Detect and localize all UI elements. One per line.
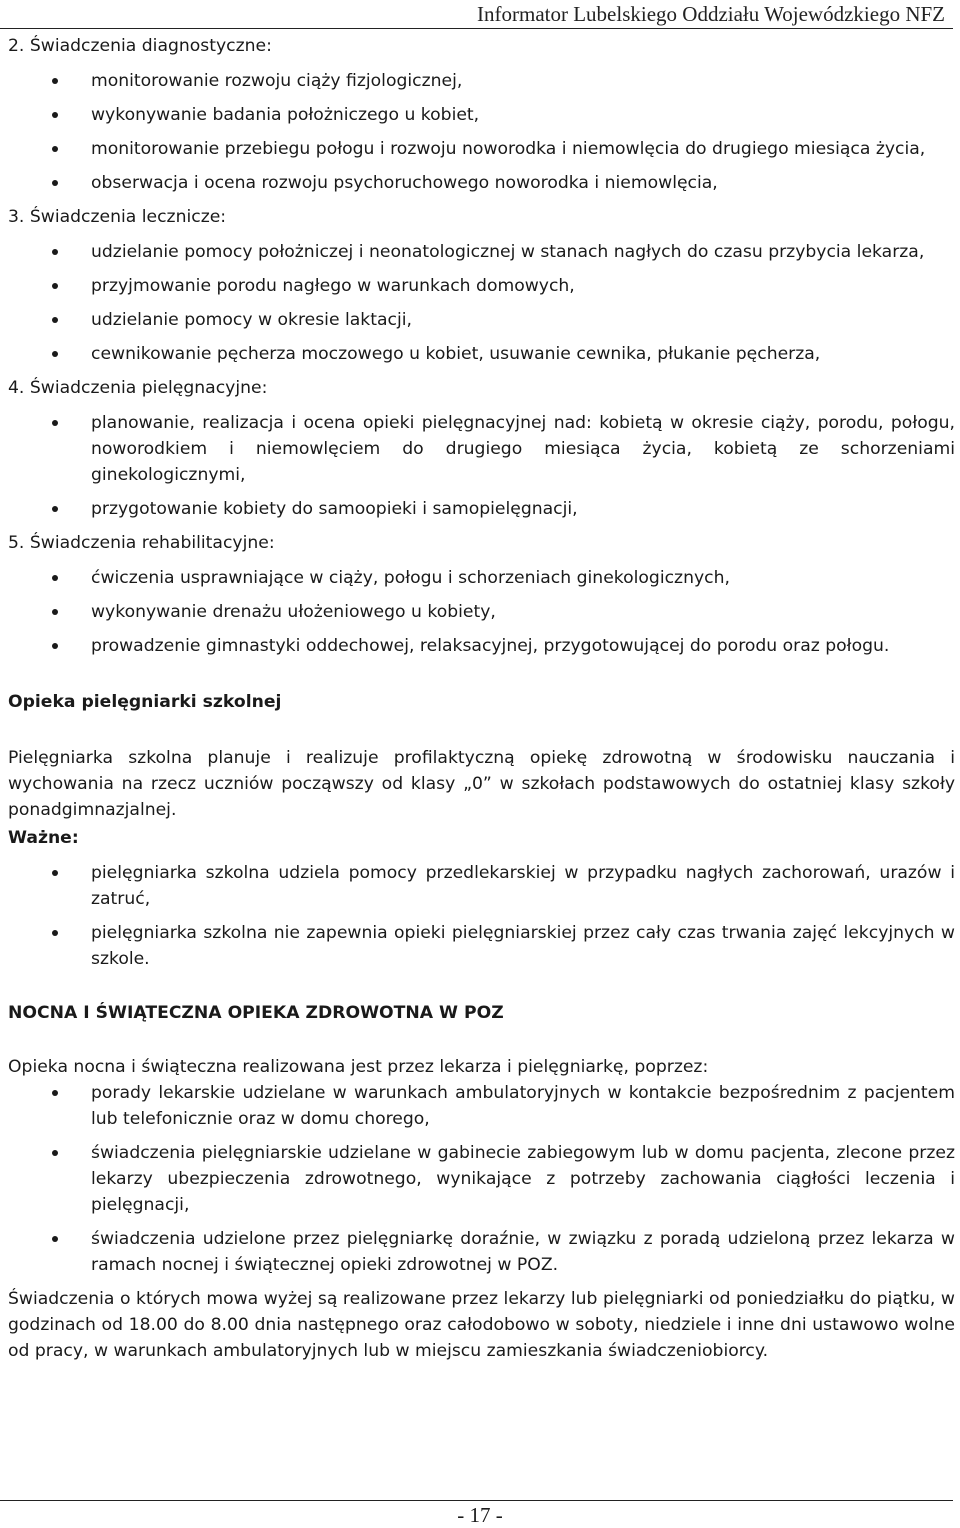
night-care-closing: Świadczenia o których mowa wyżej są realizowane przez lekarzy lub pielęgniarki od poniedziałku do piątku, w godzinach od 18.00 do 8.00 dnia następnego oraz całodobowo w soboty, niedziele i inne dni ustawowo wolne od pracy, w warunkach ambulatoryjnych lub w miejscu zamieszkania świadczeniobiorcy. <box>8 1289 955 1361</box>
list-item: ćwiczenia usprawniające w ciąży, połogu i schorzeniach ginekologicznych, <box>8 565 955 591</box>
section-diagnostic <box>8 33 955 196</box>
header-title: Informator Lubelskiego Oddziału Wojewódzkiego NFZ <box>477 2 945 26</box>
page-content <box>8 33 955 1364</box>
list-item: udzielanie pomocy położniczej i neonatologicznej w stanach nagłych do czasu przybycia lekarza, <box>8 239 955 265</box>
list-item: pielęgniarka szkolna nie zapewnia opieki pielęgniarskiej przez cały czas trwania zajęć lekcyjnych w szkole. <box>8 920 955 972</box>
list-item: świadczenia udzielone przez pielęgniarkę doraźnie, w związku z poradą udzieloną przez lekarza w ramach nocnej i świątecznej opieki zdrowotnej w POZ. <box>8 1226 955 1278</box>
page-header <box>0 0 953 29</box>
list-item: prowadzenie gimnastyki oddechowej, relaksacyjnej, przygotowującej do porodu oraz połogu. <box>8 633 955 659</box>
list-item: monitorowanie przebiegu połogu i rozwoju noworodka i niemowlęcia do drugiego miesiąca życia, <box>8 136 955 162</box>
page-number: - 17 - <box>457 1503 503 1527</box>
section-nursing <box>8 375 955 522</box>
list-item: przygotowanie kobiety do samoopieki i samopielęgnacji, <box>8 496 955 522</box>
section-title: 4. Świadczenia pielęgnacyjne: <box>8 378 268 398</box>
list-item: pielęgniarka szkolna udziela pomocy przedlekarskiej w przypadku nagłych zachorowań, urazów i zatruć, <box>8 860 955 912</box>
list-item: monitorowanie rozwoju ciąży fizjologicznej, <box>8 68 955 94</box>
school-nurse-paragraph: Pielęgniarka szkolna planuje i realizuje profilaktyczną opiekę zdrowotną w środowisku nauczania i wychowania na rzecz uczniów począwszy od klasy „0” w szkołach podstawowych do ostatniej klasy szkoły ponadgimnazjalnej. <box>8 748 955 820</box>
list-item: udzielanie pomocy w okresie laktacji, <box>8 307 955 333</box>
important-label: Ważne: <box>8 828 79 848</box>
section-title: 2. Świadczenia diagnostyczne: <box>8 36 272 56</box>
list-item: cewnikowanie pęcherza moczowego u kobiet, usuwanie cewnika, płukanie pęcherza, <box>8 341 955 367</box>
list-item: planowanie, realizacja i ocena opieki pielęgnacyjnej nad: kobietą w okresie ciąży, porodu, połogu, noworodkiem i niemowlęciem do drugiego miesiąca życia, kobietą ze schorzeniami ginekologicznymi, <box>8 410 955 488</box>
list-item: wykonywanie drenażu ułożeniowego u kobiety, <box>8 599 955 625</box>
section-rehabilitation <box>8 530 955 659</box>
list-item: obserwacja i ocena rozwoju psychoruchowego noworodka i niemowlęcia, <box>8 170 955 196</box>
section-medical <box>8 204 955 367</box>
list-item: porady lekarskie udzielane w warunkach ambulatoryjnych w kontakcie bezpośrednim z pacjentem lub telefonicznie oraz w domu chorego, <box>8 1080 955 1132</box>
school-nurse-heading: Opieka pielęgniarki szkolnej <box>8 692 282 712</box>
section-title: 3. Świadczenia lecznicze: <box>8 207 227 227</box>
night-care-heading: NOCNA I ŚWIĄTECZNA OPIEKA ZDROWOTNA W POZ <box>8 1003 504 1023</box>
list-item: wykonywanie badania położniczego u kobiet, <box>8 102 955 128</box>
list-item: świadczenia pielęgniarskie udzielane w gabinecie zabiegowym lub w domu pacjenta, zlecone przez lekarzy ubezpieczenia zdrowotnego, wynikające z potrzeby zachowania ciągłości leczenia i pielęgnacji, <box>8 1140 955 1218</box>
night-care-intro: Opieka nocna i świąteczna realizowana jest przez lekarza i pielęgniarkę, poprzez: <box>8 1057 709 1077</box>
list-item: przyjmowanie porodu nagłego w warunkach domowych, <box>8 273 955 299</box>
section-title: 5. Świadczenia rehabilitacyjne: <box>8 533 275 553</box>
